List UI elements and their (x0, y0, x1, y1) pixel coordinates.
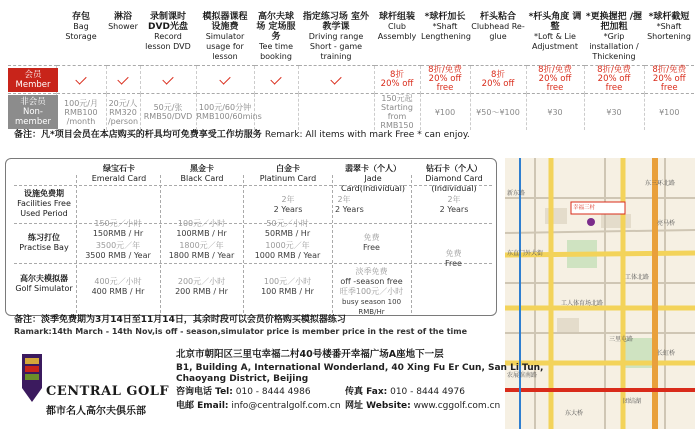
facilities-jade-en: 2 Years (335, 205, 364, 214)
check-icon (219, 73, 230, 84)
location-pin-icon (587, 218, 595, 226)
address-block: 北京市朝阳区三里屯幸福二村40号楼番开幸福广场A座地下一层 B1, Building A, International Wonderland, 40 Xing Fu Er Cun, San Li Tun, Chaoyang District, Beijing (176, 349, 544, 384)
card-header-emerald: 绿宝石卡 Emerald Card (91, 164, 147, 183)
card-header-diamond: 钻石卡（个人） Diamond Card (Individual) (425, 164, 483, 193)
member-cell (140, 66, 196, 94)
non-member-cell: 50元/张 RMB50/DVD (140, 94, 196, 131)
membership-cards-panel (5, 158, 497, 316)
member-cell (196, 66, 254, 94)
practise-black-hour: 100元／小时 100RMB / Hr (176, 219, 227, 238)
row-label-simulator: 高尔夫模拟器 Golf Simulator (15, 274, 73, 293)
member-cell: 8折 20% off (374, 66, 420, 94)
facilities-jade: 2年 (337, 195, 351, 204)
map-label: 东直门外大街 (507, 250, 544, 257)
map-label: 团结湖 (623, 398, 642, 405)
facilities-diamond: 2年 2 Years (439, 195, 469, 214)
check-icon (117, 73, 128, 84)
map-label: 新东路 (507, 190, 526, 197)
map-label: 东三环北路 (645, 180, 676, 187)
map-label: 幸福三村 (573, 205, 596, 211)
simulator-jade: 淡季免费 off -season free 旺季100元／小时 busy season 100 RMB/Hr (339, 267, 404, 316)
member-cell (298, 66, 374, 94)
map-label: 长虹桥 (657, 350, 676, 357)
non-member-badge: 非会员 Non-member (8, 95, 58, 129)
member-cell: 8折/免费 20% off free (644, 66, 694, 94)
non-member-cell: ¥50～¥100 (470, 94, 526, 131)
service-column-header: *球杆加长 *Shaft Lengthening (421, 12, 471, 41)
member-badge: 会员 Member (8, 68, 58, 92)
services-note: 备注：凡*项目会员在本店购买的杆具均可免费享受工作坊服务 Remark: All items with mark Free * can enjoy. (14, 130, 470, 140)
simulator-black: 200元／小时 200 RMB / Hr (175, 277, 228, 296)
map-label: 农展馆南路 (507, 372, 538, 379)
map-label: 工人体育场北路 (561, 300, 604, 307)
map-graphic (505, 158, 695, 429)
cards-note: 备注：淡季免费期为3月14日至11月14日，其余时段可以会员价格购买模拟器练习 Ramark:14th March - 14th Nov,is off - season,simulator price is member price in the rest of the time (14, 315, 468, 336)
practise-jade: 免费 Free (363, 233, 380, 252)
member-cell (106, 66, 140, 94)
non-member-cell: ¥100 (644, 94, 694, 131)
card-header-platinum: 白金卡 Platinum Card (259, 164, 317, 183)
service-column-header: 模拟器课程 设施费 Simulator usage for lesson (202, 12, 248, 61)
map-label: 东大桥 (565, 410, 584, 417)
member-cell: 8折 20% off (470, 66, 526, 94)
row-label-facilities: 设施免费期 Facilities Free Used Period (17, 189, 71, 218)
brand-name: CENTRAL GOLF (46, 384, 170, 399)
check-icon (270, 73, 281, 84)
service-column-header: 高尔夫球场 定场服务 Tee time booking (256, 12, 296, 61)
service-column-header: *更换握把 /握把加粗 *Grip installation / Thickening (585, 12, 643, 61)
non-member-cell: 100元/月 RMB100 /month (56, 94, 106, 131)
practise-emerald-year: 3500元／年 3500 RMB / Year (85, 241, 151, 260)
services-header-row (8, 10, 694, 66)
service-column-header: *球杆截短 *Shaft Shortening (647, 12, 691, 41)
practise-platinum-hour: 50元／小时 50RMB / Hr (264, 219, 311, 238)
card-header-black: 黑金卡 Black Card (180, 164, 224, 183)
email-line[interactable]: 电邮 Email: info@centralgolf.com.cn (176, 401, 341, 411)
service-column-header: 存包 Bag Storage (65, 12, 97, 41)
practise-emerald-hour: 150元／小时 150RMB / Hr (92, 219, 144, 238)
map-label: 亮马桥 (657, 220, 676, 227)
non-member-row (8, 94, 694, 131)
check-icon (162, 73, 173, 84)
service-column-header: 录制课时 DVD光盘 Record lesson DVD (145, 12, 191, 51)
non-member-cell: 100元/60分钟 RMB100/60mins (196, 94, 254, 131)
non-member-cell: 20元/人 RM320 /person (106, 94, 140, 131)
member-cell (56, 66, 106, 94)
practise-diamond: 免费 Free (445, 249, 462, 268)
non-member-cell: 150元起 Starting from RMB150 (374, 94, 420, 131)
check-icon (75, 73, 86, 84)
check-icon (330, 73, 341, 84)
simulator-platinum: 100元／小时 100 RMB / Hr (261, 277, 314, 296)
service-column-header: 淋浴 Shower (108, 12, 138, 31)
service-column-header: 指定练习场 室外教学课 Driving range Short - game training (302, 12, 370, 61)
facilities-platinum: 2年 2 Years (273, 195, 303, 214)
member-cell (254, 66, 298, 94)
map-label: 工体北路 (625, 274, 650, 281)
member-cell: 8折/免费 20% off free (420, 66, 470, 94)
service-column-header: 杆头粘合 Clubhead Re-glue (471, 12, 525, 41)
non-member-cell: ¥100 (420, 94, 470, 131)
non-member-cell: ¥30 (584, 94, 644, 131)
service-column-header: 球杆组装 Club Assembly (377, 12, 417, 41)
non-member-cell: ¥30 (526, 94, 584, 131)
simulator-emerald: 400元／小时 400 RMB / Hr (91, 277, 145, 296)
location-map (505, 158, 695, 429)
website-line[interactable]: 网址 Website: www.cggolf.com.cn (345, 401, 501, 411)
member-row (8, 66, 694, 94)
service-column-header: *杆头角度 调整 *Loft & Lie Adjustment (528, 12, 582, 51)
practise-platinum-year: 1000元／年 1000 RMB / Year (254, 241, 321, 260)
non-member-cell (298, 94, 374, 131)
fax-line: 传真 Fax: 010 - 8444 4976 (345, 387, 465, 397)
member-cell: 8折/免费 20% off free (584, 66, 644, 94)
brand-name-cn: 都市名人高尔夫俱乐部 (46, 406, 146, 417)
services-table (8, 10, 694, 130)
row-label-practise: 练习打位 Practise Bay (19, 233, 69, 252)
tel-line: 咨询电话 Tel: 010 - 8444 4986 (176, 387, 311, 397)
card-header-jade: 翡翠卡（个人） Jade Card(Individual) (341, 164, 405, 193)
map-label: 三里屯路 (609, 336, 634, 343)
member-cell: 8折/免费 20% off free (526, 66, 584, 94)
practise-black-year: 1800元／年 1800 RMB / Year (168, 241, 235, 260)
